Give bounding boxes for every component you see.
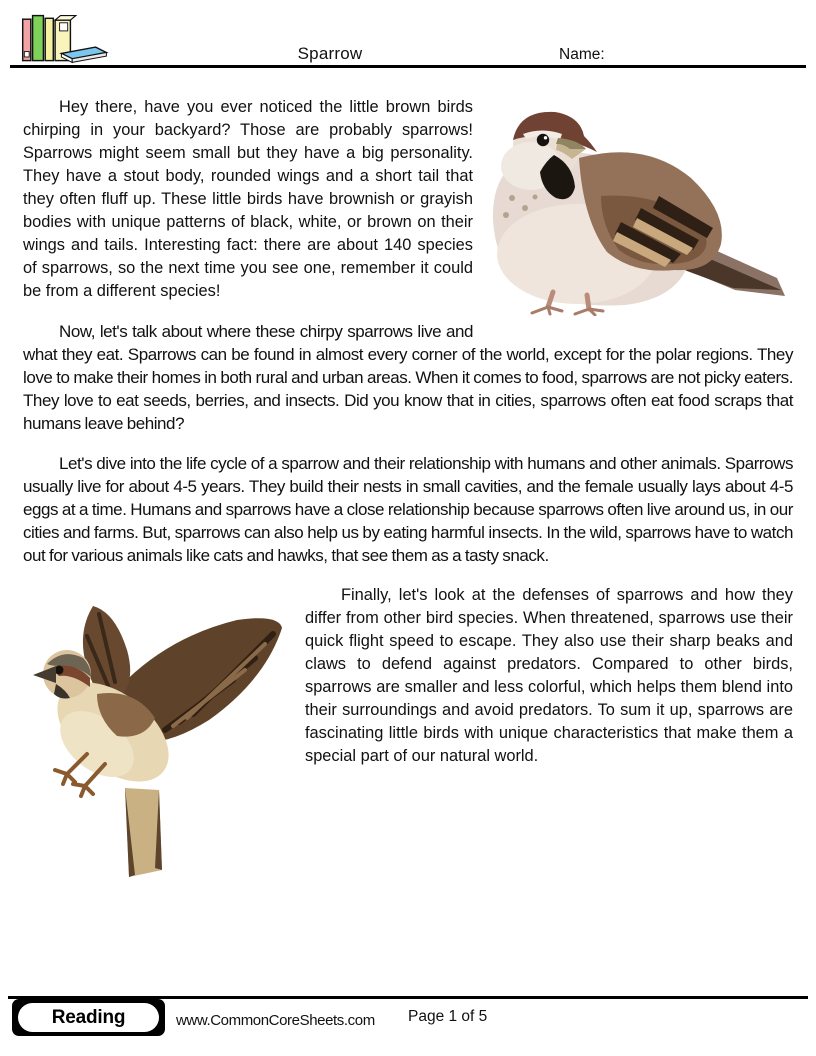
paragraph-intro: Hey there, have you ever noticed the little brown birds chirping in your backyard? Those are probably sparrows! Sparrows might seem small but they have a big personality. They have a stout body, rounded wings and a short tail that they often fluff up. These little birds have brownish or grayish bodies with unique patterns of black, white, or brown on their wings and tails. Interesting fact: there are about 140 species of sparrows, so the next time you see one, remember it could be from a different species! xyxy=(23,98,473,300)
subject-badge-label: Reading xyxy=(18,1003,159,1032)
website-text: www.CommonCoreSheets.com xyxy=(176,1012,375,1029)
header-rule xyxy=(10,65,806,68)
page-title: Sparrow xyxy=(297,44,363,63)
page-number: Page 1 of 5 xyxy=(408,1008,488,1025)
name-label: Name: xyxy=(559,46,605,63)
books-stack-icon xyxy=(20,12,110,66)
paragraph-habitat: Now, let's talk about where these chirpy sparrows live and what they eat. Sparrows can be found in almost every corner of the world, except for the polar regions. They love to make their homes in both rural and urban areas. When it comes to food, sparrows are not picky eaters. They love to eat seeds, berries, and insects. Did you know that in cities, sparrows often eat food scraps that humans leave behind? xyxy=(23,322,793,433)
paragraph-defenses: Finally, let's look at the defenses of sparrows and how they differ from other bird species. When threatened, sparrows use their quick flight speed to escape. They also use their sharp beaks and claws to defend against predators. Compared to other birds, sparrows are smaller and less colorful, which helps them blend into their surroundings and avoid predators. To sum it up, sparrows are fascinating little birds with unique characteristics that make them a special part of our natural world. xyxy=(305,586,793,765)
flying-sparrow-image xyxy=(15,594,291,884)
standing-sparrow-image xyxy=(485,102,793,316)
paragraph-lifecycle: Let's dive into the life cycle of a sparrow and their relationship with humans and other animals. Sparrows usually live for about 4-5 years. They build their nests in small cavities, and the female usually lays about 4-5 eggs at a time. Humans and sparrows have a close relationship because sparrows often live around us, in our cities and farms. But, sparrows can also help us by eating harmful insects. In the wild, sparrows have to watch out for various animals like cats and hawks, that see them as a tasty snack. xyxy=(23,454,793,565)
subject-badge xyxy=(12,999,165,1036)
article xyxy=(23,96,793,890)
